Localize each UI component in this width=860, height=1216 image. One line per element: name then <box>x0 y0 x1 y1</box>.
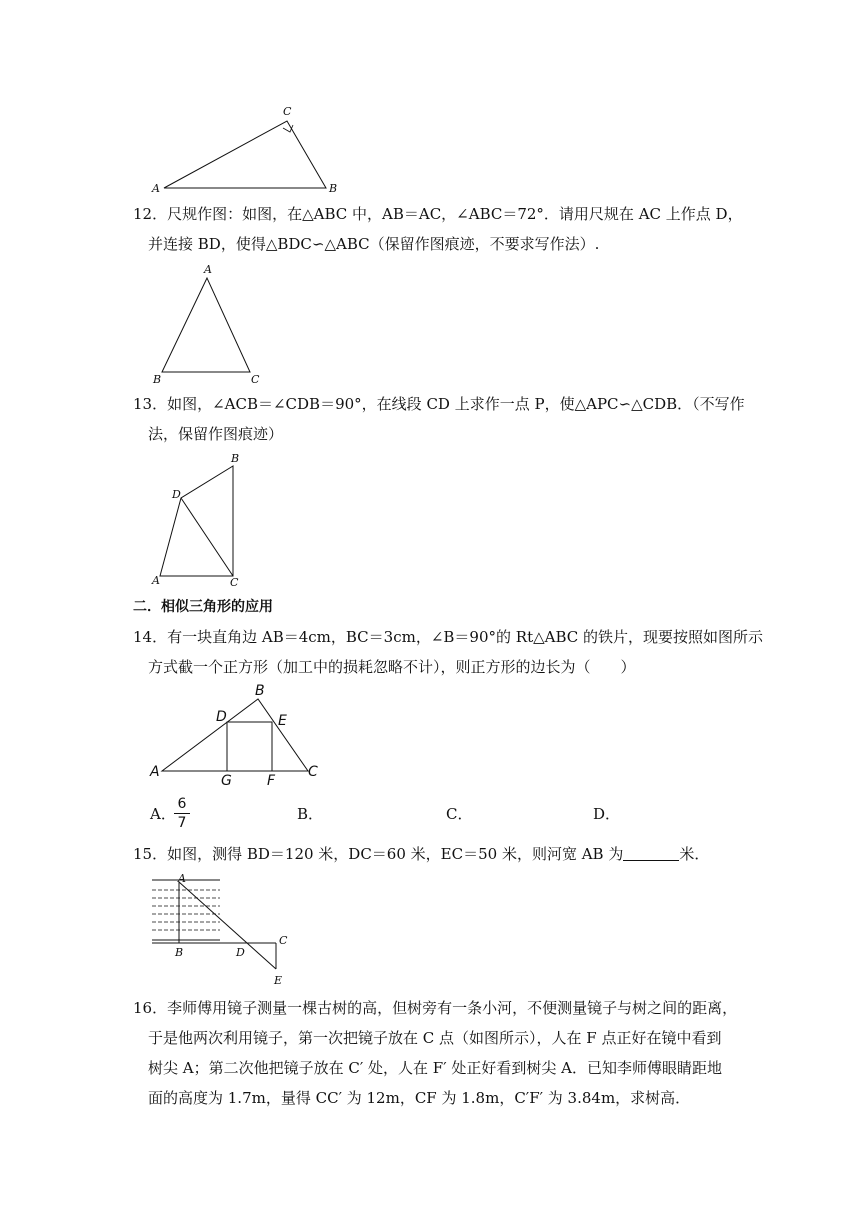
q14-fraction-denominator: 7 <box>177 815 187 831</box>
q14-label-g: G <box>221 773 232 789</box>
q14-label-a: A <box>150 764 160 780</box>
q12-line-2: 并连接 BD，使得△BDC∽△ABC（保留作图痕迹，不要求写作法）. <box>148 235 600 253</box>
q15-label-e: E <box>274 974 283 987</box>
q15-label-c: C <box>279 934 288 947</box>
section-title: 二．相似三角形的应用 <box>133 599 273 615</box>
q14-option-d: D． <box>593 805 621 823</box>
q14-label-b: B <box>255 683 265 699</box>
q14-option-a: A． <box>150 805 176 823</box>
q15-label-a: A <box>178 872 186 885</box>
q11-label-a: A <box>152 182 160 195</box>
q14-label-d: D <box>216 709 227 725</box>
q14-fraction-numerator: 6 <box>177 796 187 812</box>
q15-text-after: 米． <box>679 845 710 863</box>
q13-label-c: C <box>230 576 239 589</box>
q14-fraction-a <box>174 796 190 831</box>
q14-line-2: 方式截一个正方形（加工中的损耗忽略不计），则正方形的边长为（ ） <box>148 658 636 676</box>
q12-label-c: C <box>251 373 260 386</box>
q15-answer-blank <box>623 846 679 861</box>
q14-figure <box>148 682 333 787</box>
q13-line-2: 法，保留作图痕迹） <box>148 425 284 443</box>
q16-line-4: 面的高度为 1.7m，量得 CC′ 为 12m，CF 为 1.8m，C′F′ 为 3.84m，求树高． <box>148 1089 691 1107</box>
q13-label-a: A <box>152 574 160 587</box>
q14-line-1: 14．有一块直角边 AB＝4cm，BC＝3cm，∠B＝90°的 Rt△ABC 的铁片，现要按照如图所示 <box>133 628 764 646</box>
q13-line-1: 13．如图，∠ACB＝∠CDB＝90°，在线段 CD 上求作一点 P，使△APC∽△CDB．（不写作 <box>133 395 745 413</box>
q13-label-d: D <box>172 488 181 501</box>
q13-label-b: B <box>231 452 240 465</box>
q12-line-1: 12．尺规作图：如图，在△ABC 中，AB＝AC，∠ABC＝72°．请用尺规在 AC 上作点 D， <box>133 205 743 223</box>
q16-line-1: 16．李师傅用镜子测量一棵古树的高，但树旁有一条小河，不便测量镜子与树之间的距离， <box>133 999 738 1017</box>
q14-label-e: E <box>278 713 287 729</box>
q13-figure <box>145 450 255 590</box>
q12-label-a: A <box>204 263 212 276</box>
q15-label-d: D <box>236 946 245 959</box>
q14-label-c: C <box>308 764 318 780</box>
q15-figure <box>148 870 298 990</box>
q16-line-2: 于是他两次利用镜子，第一次把镜子放在 C 点（如图所示），人在 F 点正好在镜中看到 <box>148 1029 722 1047</box>
q14-option-c: C． <box>446 805 473 823</box>
q16-line-3: 树尖 A；第二次他把镜子放在 C′ 处，人在 F′ 处正好看到树尖 A．已知李师傅眼睛距地 <box>148 1059 722 1077</box>
q12-label-b: B <box>153 373 162 386</box>
q11-label-c: C <box>283 105 292 118</box>
q11-label-b: B <box>329 182 338 195</box>
q15-text-before: 15．如图，测得 BD＝120 米，DC＝60 米，EC＝50 米，则河宽 AB 为 <box>133 845 624 863</box>
q15-label-b: B <box>175 946 184 959</box>
q12-figure <box>145 262 275 387</box>
q14-fraction-bar <box>174 813 190 814</box>
q14-option-b: B． <box>297 805 324 823</box>
q11-figure <box>140 100 350 200</box>
q14-label-f: F <box>267 773 276 789</box>
q15-line <box>133 844 709 864</box>
